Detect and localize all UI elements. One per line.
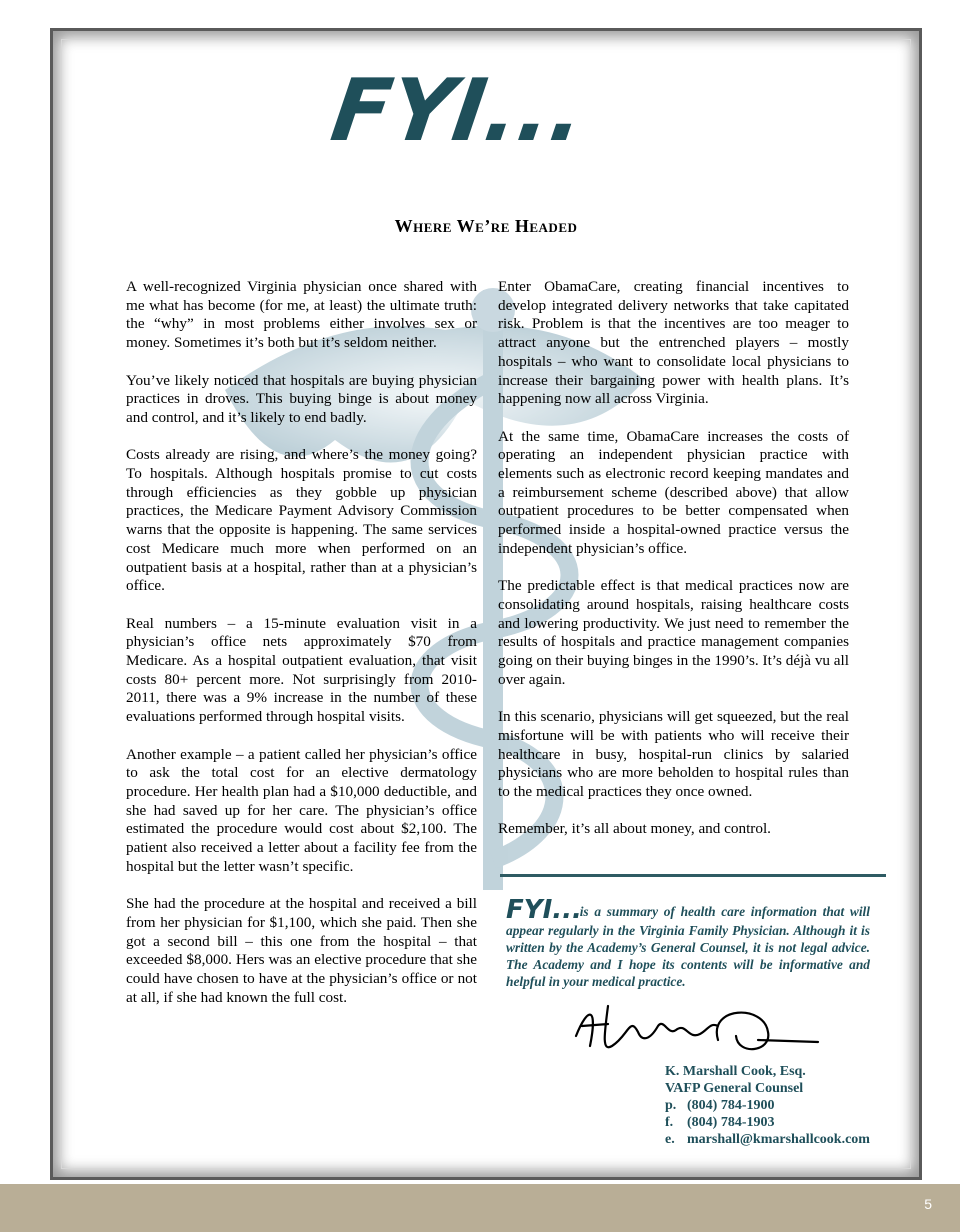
signature-icon [568,996,818,1068]
paragraph: The predictable effect is that medical practices now are consolidating around hospitals, raising healthcare costs and lowering productivity. We just need to remember the results of hospitals and practice management companies going on their buying binges in the 1990’s. It’s déjà vu all over again. [498,577,849,688]
paragraph: In this scenario, physicians will get squeezed, but the real misfortune will be with patients who will receive their healthcare in busy, hospital-run clinics by salaried physicians who are more beholden to hospital rules than to the medical practices they once owned. [498,708,849,800]
paragraph: Costs already are rising, and where’s the money going? To hospitals. Although hospitals promise to cut costs through efficiencies as they gobble up physician practices, the Medicare Payment Advisory Commission warns that the opposite is happening. The same services cost Medicare much more when performed on an outpatient basis at a hospital, rather than at a physician’s office. [126,446,477,595]
footer-bar [0,1184,960,1232]
page-title: Where We’re Headed [394,216,578,236]
divider [500,874,886,877]
author-name: K. Marshall Cook, Esq. [665,1064,806,1079]
svg-text:FYI...: FYI... [506,895,582,925]
paragraph: At the same time, ObamaCare increases the costs of operating an independent physician practice with elements such as electronic record keeping mandates and a reimbursement scheme (described above) that allow outpatient procedures to be better compensated when performed inside a hospital-owned practice versus the independent physician’s office. [498,427,849,557]
paragraph: She had the procedure at the hospital and received a bill from her physician for $1,100, which she paid. Then she got a second bill – this one from the hospital – that exceeded $8,000. Hers was an elective procedure that she could have chosen to have at the physician’s office or not at all, if she had known the full cost. [126,895,477,1006]
page-number: 5 [924,1196,932,1212]
fyi-note [506,894,870,990]
fyi-logo [325,58,630,161]
author-title: VAFP General Counsel [665,1081,804,1096]
fax-number: (804) 784-1903 [687,1115,775,1130]
right-column [498,278,849,858]
phone-number: (804) 784-1900 [687,1098,775,1113]
fax-row: f. (804) 784-1903 [665,1115,775,1130]
email-address: marshall@kmarshallcook.com [687,1132,870,1147]
paragraph: You’ve likely noticed that hospitals are buying physician practices in droves. This buying binge is about money and control, and it’s likely to end badly. [126,371,477,426]
email-row: e. marshall@kmarshallcook.com [665,1132,870,1147]
svg-text:FYI...: FYI... [325,61,591,161]
left-column [126,278,477,1026]
phone-row: p. (804) 784-1900 [665,1098,775,1113]
paragraph: A well-recognized Virginia physician once shared with me what has become (for me, at least) the ultimate truth: the “why” in most problems either involves sex or money. Sometimes it’s both but it’s seldom neither. [126,278,477,352]
paragraph: Enter ObamaCare, creating financial incentives to develop integrated delivery networks that take capitated risk. Problem is that the incentives are too meager to attract anyone but the entrenched players – mostly hospitals – who want to consolidate local physicians to increase their bargaining power with health plans. It’s happening now all across Virginia. [498,278,849,408]
paragraph: Real numbers – a 15-minute evaluation visit in a physician’s office nets approximately $70 from Medicare. As a hospital outpatient evaluation, that visit costs 80+ percent more. Not surprisingly from 2010-2011, there was a 9% increase in the number of these evaluations performed through hospital visits. [126,614,477,726]
author-contact [665,1063,870,1148]
fyi-note-text: is a summary of health care information that will appear regularly in the Virginia Family Physician. Although it is written by the Academy’s General Counsel, it is not legal advice. The Academy and I hope its contents will be informative and helpful in your medical practice. [506,904,870,989]
fyi-small-logo [506,894,582,925]
paragraph: Remember, it’s all about money, and control. [498,820,771,838]
paragraph: Another example – a patient called her physician’s office to ask the total cost for an elective dermatology procedure. Her health plan had a $10,000 deductible, and she had saved up for her care. The physician’s office estimated the procedure would cost about $2,100. The patient also received a letter about a facility fee from the hospital but the letter wasn’t specific. [126,745,477,875]
